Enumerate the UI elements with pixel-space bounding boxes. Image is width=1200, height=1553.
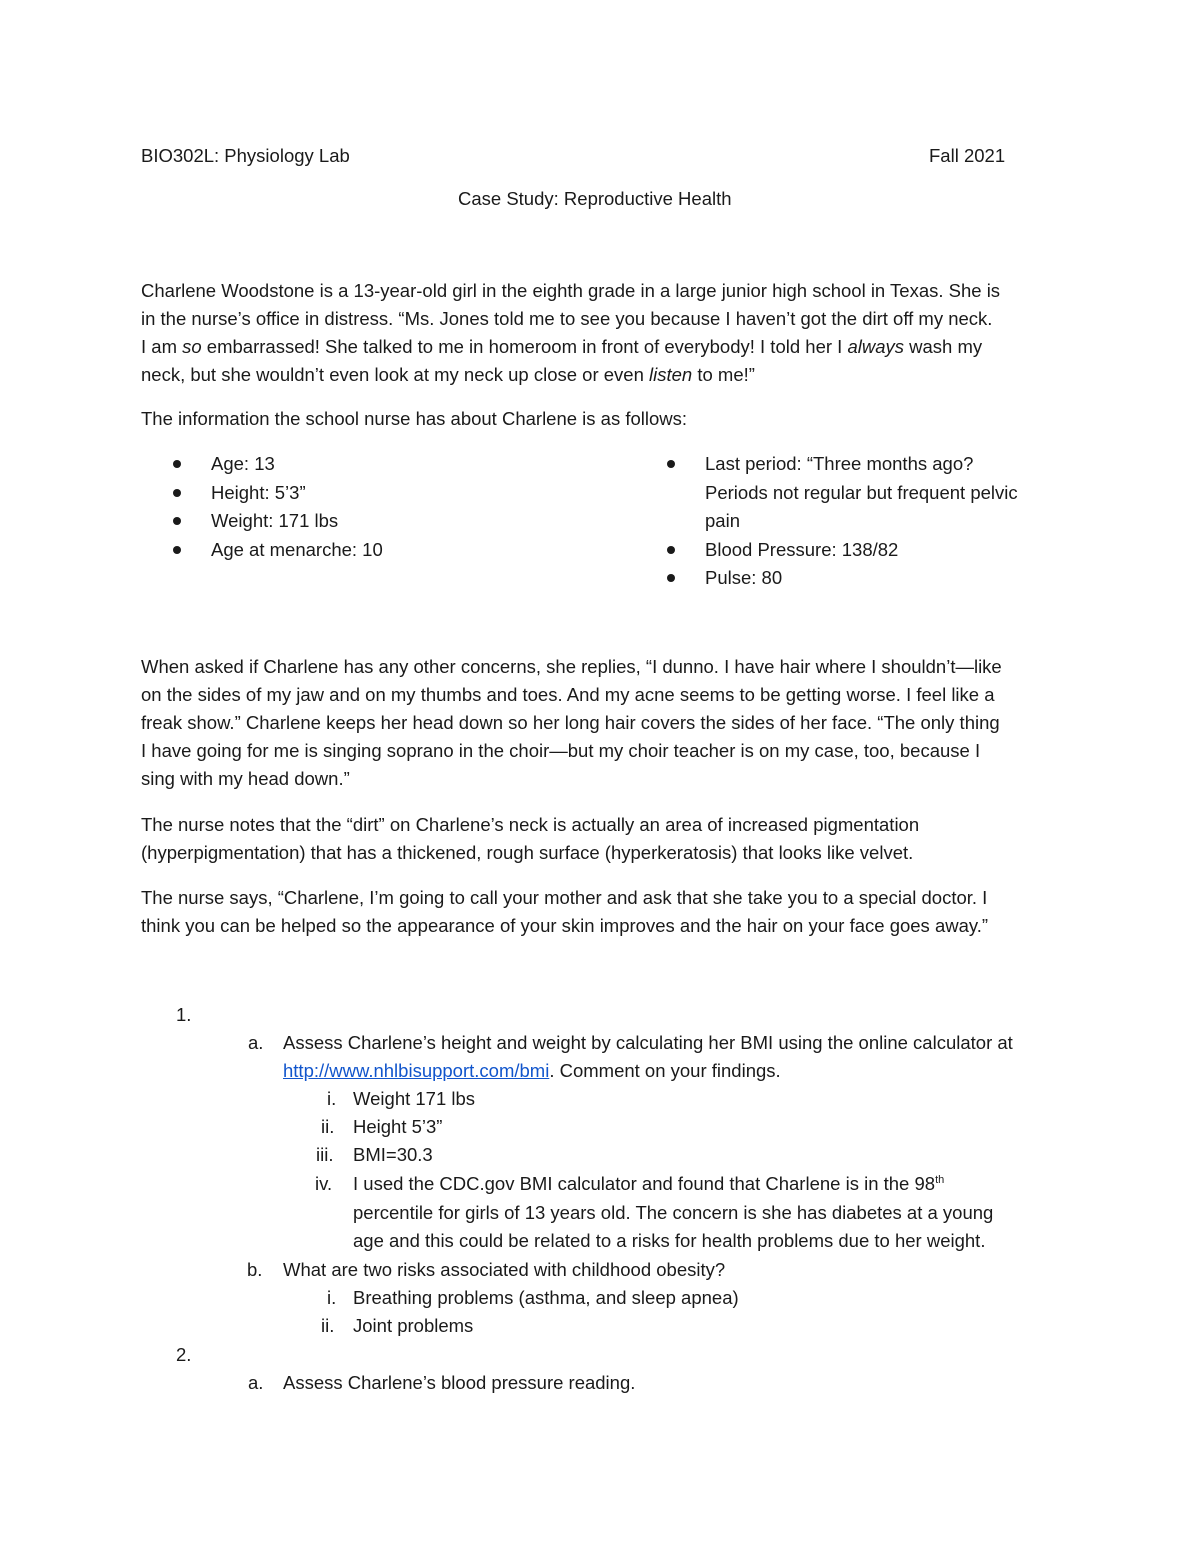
answer-breathing: Breathing problems (asthma, and sleep apnea)	[353, 1287, 739, 1308]
list-item	[141, 450, 383, 479]
question-2a-text: Assess Charlene’s blood pressure reading.	[283, 1372, 636, 1393]
intro-line-3	[141, 333, 982, 362]
question-1a-label: a.	[248, 1032, 264, 1053]
intro-line-2: in the nurse’s office in distress. “Ms. Jones told me to see you because I haven’t got the dirt off my neck.	[141, 308, 993, 329]
info-list-left	[141, 450, 383, 564]
list-item-text: Age: 13	[211, 453, 275, 474]
nurse-says-line-1: The nurse says, “Charlene, I’m going to call your mother and ask that she take you to a special doctor. I	[141, 887, 988, 908]
concerns-line-4: I have going for me is singing soprano in the choir—but my choir teacher is on my case, too, because I	[141, 740, 981, 761]
intro-text: to me!”	[692, 364, 755, 385]
bullet-icon	[173, 517, 181, 525]
list-item-continuation	[635, 507, 1018, 536]
question-1a-line-2	[283, 1057, 781, 1086]
concerns-line-5: sing with my head down.”	[141, 768, 350, 789]
concerns-line-3: freak show.” Charlene keeps her head down so her long hair covers the sides of her face. “The only thing	[141, 712, 1000, 733]
answer-percentile-line-1	[353, 1170, 944, 1199]
answer-weight: Weight 171 lbs	[353, 1088, 476, 1109]
intro-text: neck, but she wouldn’t even look at my neck up close or even	[141, 364, 650, 385]
answer-bmi: BMI=30.3	[353, 1144, 433, 1165]
list-item-continuation	[635, 479, 1018, 508]
list-item	[141, 479, 383, 508]
question-1b-text: What are two risks associated with childhood obesity?	[283, 1259, 726, 1280]
intro-emphasis: so	[182, 336, 202, 357]
answer-percentile-line-3: age and this could be related to a risks for health problems due to her weight.	[353, 1230, 986, 1251]
intro-line-1: Charlene Woodstone is a 13-year-old girl in the eighth grade in a large junior high school in Texas. She is	[141, 280, 1001, 301]
item-label: ii.	[321, 1315, 335, 1336]
item-label: ii.	[321, 1116, 335, 1137]
item-label: i.	[327, 1287, 337, 1308]
bullet-icon	[667, 460, 675, 468]
list-item-text: Age at menarche: 10	[211, 538, 383, 560]
answer-percentile-line-2: percentile for girls of 13 years old. The concern is she has diabetes at a young	[353, 1202, 994, 1223]
answer-joint: Joint problems	[353, 1315, 474, 1336]
list-item	[635, 450, 1018, 479]
concerns-line-2: on the sides of my jaw and on my thumbs and toes. And my acne seems to be getting worse. I feel like a	[141, 684, 995, 705]
intro-text: embarrassed! She talked to me in homeroom in front of everybody! I told her I	[201, 336, 848, 357]
nurse-notes-line-2: (hyperpigmentation) that has a thickened, rough surface (hyperkeratosis) that looks like velvet.	[141, 842, 914, 863]
intro-emphasis: listen	[649, 364, 693, 385]
intro-text: wash my	[904, 336, 983, 357]
intro-emphasis: always	[847, 336, 904, 357]
nurse-says-line-2: think you can be helped so the appearance of your skin improves and the hair on your face goes away.”	[141, 915, 989, 936]
info-list-right	[635, 450, 1018, 593]
item-label: i.	[327, 1088, 337, 1109]
concerns-line-1: When asked if Charlene has any other concerns, she replies, “I dunno. I have hair where I shouldn’t—like	[141, 656, 1002, 677]
question-2-number: 2.	[176, 1344, 192, 1365]
list-item	[635, 564, 1018, 593]
bullet-icon	[173, 546, 181, 554]
list-item-text: Last period: “Three months ago?	[705, 453, 974, 474]
bullet-icon	[173, 460, 181, 468]
bullet-icon	[667, 546, 675, 554]
list-item-text: Height: 5’3”	[211, 481, 306, 503]
bullet-icon	[173, 489, 181, 497]
list-item	[141, 536, 383, 565]
intro-text: I am	[141, 336, 183, 357]
bmi-calculator-link[interactable]: http://www.nhlbisupport.com/bmi	[283, 1060, 550, 1081]
term-label: Fall 2021	[929, 145, 1006, 166]
list-item-text: pain	[705, 510, 740, 531]
course-title: BIO302L: Physiology Lab	[141, 145, 350, 166]
list-item-text: Weight: 171 lbs	[211, 510, 339, 531]
question-text: . Comment on your findings.	[549, 1060, 781, 1081]
nurse-notes-line-1: The nurse notes that the “dirt” on Charlene’s neck is actually an area of increased pigmentation	[141, 814, 920, 835]
question-1a-line-1: Assess Charlene’s height and weight by calculating her BMI using the online calculator at	[283, 1032, 1013, 1053]
document-title: Case Study: Reproductive Health	[458, 188, 732, 209]
answer-height: Height 5’3”	[353, 1116, 443, 1137]
ordinal-suffix: th	[935, 1173, 945, 1186]
item-label: iii.	[316, 1144, 334, 1165]
question-1b-label: b.	[247, 1259, 263, 1280]
question-1-number: 1.	[176, 1004, 192, 1025]
intro-line-4	[141, 361, 755, 390]
answer-text: I used the CDC.gov BMI calculator and found that Charlene is in the 98	[353, 1173, 936, 1194]
list-item-text: Pulse: 80	[705, 567, 783, 588]
list-item-text: Blood Pressure: 138/82	[705, 538, 899, 560]
item-label: iv.	[315, 1173, 333, 1194]
bullet-icon	[667, 574, 675, 582]
list-item-text: Periods not regular but frequent pelvic	[705, 481, 1018, 503]
question-2a-label: a.	[248, 1372, 264, 1393]
info-intro: The information the school nurse has about Charlene is as follows:	[141, 408, 688, 429]
list-item	[635, 536, 1018, 565]
list-item	[141, 507, 383, 536]
